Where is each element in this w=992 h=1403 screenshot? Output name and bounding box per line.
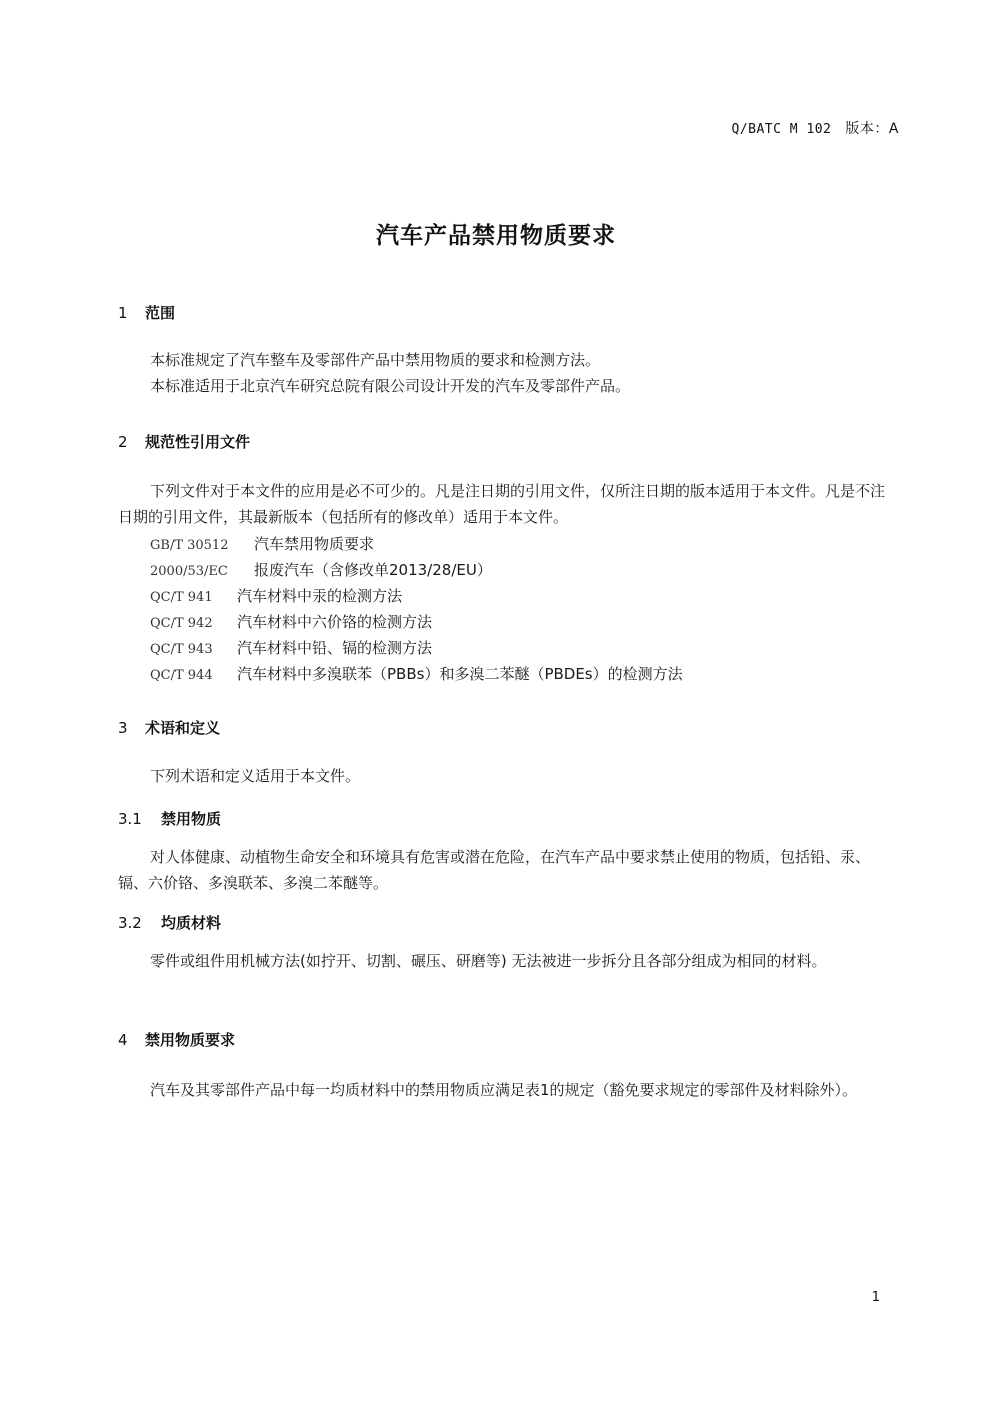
section-3-heading xyxy=(118,717,220,738)
reference-item xyxy=(150,663,683,684)
reference-code: 2000/53/EC xyxy=(150,564,228,579)
document-version: 版本：A xyxy=(845,121,899,137)
document-header xyxy=(732,118,900,138)
reference-code: QC/T 942 xyxy=(150,616,213,631)
document-title: 汽车产品禁用物质要求 xyxy=(376,223,616,249)
reference-item xyxy=(150,637,432,658)
page-number: 1 xyxy=(871,1290,880,1305)
section-1-paragraph-2: 本标准适用于北京汽车研究总院有限公司设计开发的汽车及零部件产品。 xyxy=(150,377,631,395)
section-number: 2 xyxy=(118,433,128,451)
section-title: 术语和定义 xyxy=(145,719,221,737)
reference-code: GB/T 30512 xyxy=(150,538,229,553)
section-3-2-heading xyxy=(118,912,221,933)
section-1-paragraph-1: 本标准规定了汽车整车及零部件产品中禁用物质的要求和检测方法。 xyxy=(150,351,601,369)
section-3-1-text: 对人体健康、动植物生命安全和环境具有危害或潜在危险，在汽车产品中要求禁止使用的物质，包括铅、汞、镉、六价铬、多溴联苯、多溴二苯醚等。 xyxy=(118,848,871,892)
reference-title: 汽车材料中多溴联苯（PBBs）和多溴二苯醚（PBDEs）的检测方法 xyxy=(237,665,683,683)
reference-code: QC/T 941 xyxy=(150,590,213,605)
section-4-text: 汽车及其零部件产品中每一均质材料中的禁用物质应满足表1的规定（豁免要求规定的零部件及材料除外）。 xyxy=(150,1081,858,1099)
section-title: 禁用物质 xyxy=(161,810,222,828)
section-number: 3.2 xyxy=(118,914,142,932)
section-number: 4 xyxy=(118,1031,128,1049)
reference-title: 汽车禁用物质要求 xyxy=(254,535,375,553)
reference-code: QC/T 944 xyxy=(150,668,213,683)
reference-title: 汽车材料中汞的检测方法 xyxy=(237,587,403,605)
reference-title: 汽车材料中铅、镉的检测方法 xyxy=(237,639,433,657)
section-number: 3.1 xyxy=(118,810,142,828)
section-1-heading xyxy=(118,302,175,323)
reference-item xyxy=(150,585,402,606)
section-title: 禁用物质要求 xyxy=(145,1031,236,1049)
section-3-1-heading xyxy=(118,808,221,829)
section-2-heading xyxy=(118,431,250,452)
reference-code: QC/T 943 xyxy=(150,642,213,657)
reference-item xyxy=(150,533,374,554)
section-title: 范围 xyxy=(145,304,176,322)
section-number: 1 xyxy=(118,304,128,322)
section-3-intro: 下列术语和定义适用于本文件。 xyxy=(150,767,361,785)
reference-item xyxy=(150,611,432,632)
section-4-heading xyxy=(118,1029,235,1050)
document-code: Q/BATC M 102 xyxy=(731,122,832,137)
reference-title: 汽车材料中六价铬的检测方法 xyxy=(237,613,433,631)
section-3-2-text: 零件或组件用机械方法(如拧开、切割、碾压、研磨等) 无法被进一步拆分且各部分组成为相同的材料。 xyxy=(150,952,827,970)
section-number: 3 xyxy=(118,719,128,737)
reference-title: 报废汽车（含修改单2013/28/EU） xyxy=(254,561,492,579)
section-2-intro: 下列文件对于本文件的应用是必不可少的。凡是注日期的引用文件，仅所注日期的版本适用于本文件。凡是不注日期的引用文件，其最新版本（包括所有的修改单）适用于本文件。 xyxy=(118,482,886,526)
section-title: 均质材料 xyxy=(161,914,222,932)
section-title: 规范性引用文件 xyxy=(145,433,251,451)
reference-item xyxy=(150,559,492,580)
